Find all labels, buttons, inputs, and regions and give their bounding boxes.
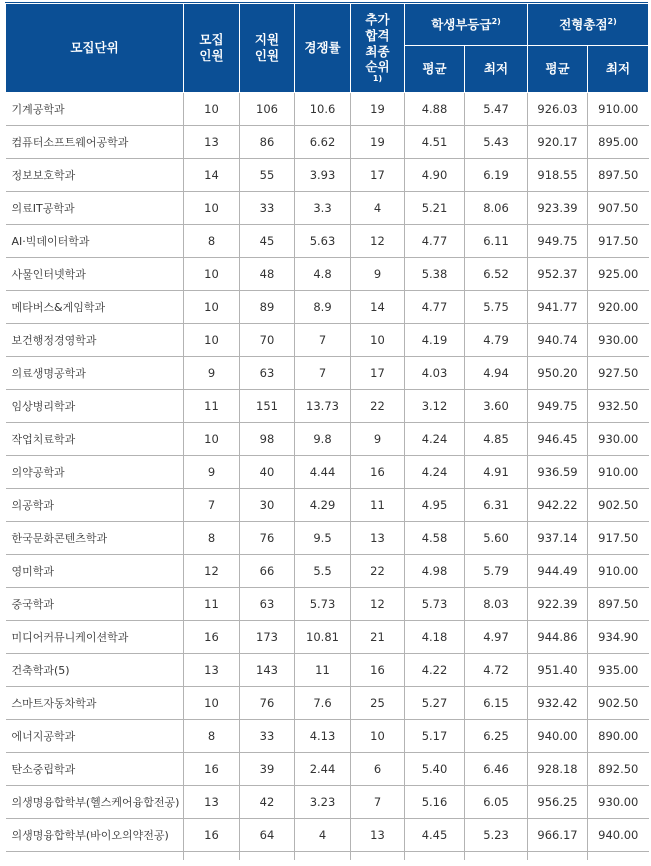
cell-rank: 14: [351, 291, 405, 324]
cell-unit: 의공학과: [6, 489, 184, 522]
cell-unit: 탄소중립학과: [6, 753, 184, 786]
cell-unit: 컴퓨터소프트웨어공학과: [6, 126, 184, 159]
cell-rank: 16: [351, 456, 405, 489]
cell-grade-avg: 5.27: [405, 687, 465, 720]
cell-applicants: 98: [240, 423, 295, 456]
cell-ratio: 3.23: [295, 786, 351, 819]
cell-quota: 12: [184, 555, 240, 588]
cell-grade-min: 4.79: [465, 324, 528, 357]
cell-total-avg: 918.55: [528, 159, 588, 192]
table-row: [6, 720, 649, 753]
cell-total-avg: 928.18: [528, 753, 588, 786]
cell-ratio: 5.5: [295, 555, 351, 588]
cell-quota: 10: [184, 192, 240, 225]
cell-total-min: 902.50: [588, 489, 649, 522]
cell-grade-min: 6.31: [465, 489, 528, 522]
cell-grade-min: 5.43: [465, 126, 528, 159]
cell-applicants: 42: [240, 786, 295, 819]
cell-total-min: 927.50: [588, 357, 649, 390]
cell-rank: 7: [351, 786, 405, 819]
cell-total-min: 934.90: [588, 621, 649, 654]
header-rank-line2: 합격: [365, 27, 390, 43]
cell-total-avg: 926.03: [528, 93, 588, 126]
table-row: [6, 258, 649, 291]
cell-grade-min: 6.15: [465, 687, 528, 720]
header-quota-line2: 인원: [199, 48, 224, 63]
cell-ratio: 4.44: [295, 456, 351, 489]
cell-total-min: 925.00: [588, 258, 649, 291]
cell-ratio: 10.6: [295, 93, 351, 126]
header-rank-line1: 추가: [365, 12, 390, 28]
cell-unit: 한국문화콘텐츠학과: [6, 522, 184, 555]
cell-quota: 8: [184, 522, 240, 555]
cell-grade-min: 6.46: [465, 753, 528, 786]
cell-unit: 의생명융합학부(헬스케어융합전공): [6, 786, 184, 819]
cell-quota: 9: [184, 456, 240, 489]
cell-total-min: 920.00: [588, 291, 649, 324]
cell-total-avg: 937.14: [528, 522, 588, 555]
header-applicants-line2: 인원: [254, 48, 280, 63]
table-row: [6, 126, 649, 159]
cell-total-min: 917.50: [588, 225, 649, 258]
cell-total-avg: 946.45: [528, 423, 588, 456]
cell-grade-min: 3.60: [465, 390, 528, 423]
cell-unit: 미디어커뮤니케이션학과: [6, 621, 184, 654]
cell-unit: 의료IT공학과: [6, 192, 184, 225]
cell-grade-min: 4.91: [465, 456, 528, 489]
table-row: [6, 819, 649, 852]
cell-total-avg: 941.77: [528, 291, 588, 324]
header-rank-note: 1): [372, 73, 383, 83]
cell-unit: 의약공학과: [6, 456, 184, 489]
cell-applicants: 151: [240, 390, 295, 423]
header-rank-line3: 최종: [365, 43, 390, 59]
cell-unit: 메타버스&게임학과: [6, 291, 184, 324]
table-row: [6, 192, 649, 225]
cell-grade-avg: 4.03: [405, 357, 465, 390]
cell-quota: 10: [184, 291, 240, 324]
cell-applicants: 76: [240, 687, 295, 720]
cell-ratio: 9.5: [295, 522, 351, 555]
cell-rank: 25: [351, 687, 405, 720]
cell-applicants: 89: [240, 291, 295, 324]
cell-total-min: 907.50: [588, 192, 649, 225]
cell-grade-avg: 5.38: [405, 258, 465, 291]
cell-applicants: 55: [240, 159, 295, 192]
table-row: [6, 555, 649, 588]
cell-quota: 7: [184, 489, 240, 522]
table-row: [6, 456, 649, 489]
cell-total-avg: 952.37: [528, 258, 588, 291]
cell-applicants: 48: [240, 258, 295, 291]
cell-unit: 보건행정경영학과: [6, 324, 184, 357]
cell-ratio: 6.62: [295, 126, 351, 159]
table-row: [6, 522, 649, 555]
cell-applicants: 106: [240, 93, 295, 126]
cell-quota: 13: [184, 126, 240, 159]
cell-grade-avg: 4.58: [405, 522, 465, 555]
cell-applicants: 70: [240, 324, 295, 357]
cell-ratio: 4.13: [295, 720, 351, 753]
cell-applicants: 40: [240, 456, 295, 489]
header-quota-line1: 모집: [199, 32, 224, 48]
cell-rank: 17: [351, 357, 405, 390]
header-applicants-line1: 지원: [254, 32, 280, 48]
cell-total-min: 897.50: [588, 159, 649, 192]
cell-grade-avg: 4.77: [405, 225, 465, 258]
cell-empty: [6, 852, 184, 861]
table-row: [6, 390, 649, 423]
cell-grade-avg: 4.19: [405, 324, 465, 357]
cell-total-min: 930.00: [588, 324, 649, 357]
cell-applicants: 39: [240, 753, 295, 786]
cell-empty: [351, 852, 405, 861]
table-row-cutoff: [6, 852, 649, 861]
cell-empty: [240, 852, 295, 861]
cell-total-min: 940.00: [588, 819, 649, 852]
header-rank-line4: 순위: [365, 59, 390, 75]
cell-grade-min: 4.97: [465, 621, 528, 654]
header-total-label: 전형총점: [559, 16, 608, 32]
header-grade-note: 2): [491, 16, 501, 26]
cell-empty: [528, 852, 588, 861]
cell-empty: [588, 852, 649, 861]
cell-total-avg: 923.39: [528, 192, 588, 225]
table-row: [6, 93, 649, 126]
cell-grade-avg: 4.98: [405, 555, 465, 588]
cell-total-min: 897.50: [588, 588, 649, 621]
cell-ratio: 3.93: [295, 159, 351, 192]
cell-grade-avg: 4.77: [405, 291, 465, 324]
table-row: [6, 225, 649, 258]
header-applicants: [240, 4, 295, 93]
cell-quota: 11: [184, 588, 240, 621]
cell-grade-avg: 4.88: [405, 93, 465, 126]
cell-rank: 22: [351, 555, 405, 588]
cell-ratio: 13.73: [295, 390, 351, 423]
table-row: [6, 621, 649, 654]
cell-grade-avg: 4.22: [405, 654, 465, 687]
cell-unit: 기계공학과: [6, 93, 184, 126]
cell-grade-min: 6.05: [465, 786, 528, 819]
cell-grade-min: 5.75: [465, 291, 528, 324]
cell-grade-min: 6.19: [465, 159, 528, 192]
cell-applicants: 33: [240, 720, 295, 753]
cell-empty: [405, 852, 465, 861]
cell-ratio: 4.8: [295, 258, 351, 291]
cell-ratio: 11: [295, 654, 351, 687]
cell-rank: 11: [351, 489, 405, 522]
cell-ratio: 7: [295, 357, 351, 390]
table-row: [6, 159, 649, 192]
cell-unit: AI·빅데이터학과: [6, 225, 184, 258]
cell-unit: 임상병리학과: [6, 390, 184, 423]
cell-rank: 19: [351, 126, 405, 159]
cell-ratio: 4: [295, 819, 351, 852]
cell-total-avg: 940.00: [528, 720, 588, 753]
header-total-avg: 평균: [528, 46, 588, 93]
cell-ratio: 5.63: [295, 225, 351, 258]
cell-unit: 스마트자동차학과: [6, 687, 184, 720]
cell-applicants: 143: [240, 654, 295, 687]
table-row: [6, 357, 649, 390]
cell-applicants: 66: [240, 555, 295, 588]
cell-grade-avg: 4.45: [405, 819, 465, 852]
cell-total-avg: 950.20: [528, 357, 588, 390]
table-row: [6, 291, 649, 324]
cell-grade-avg: 3.12: [405, 390, 465, 423]
cell-applicants: 76: [240, 522, 295, 555]
cell-ratio: 8.9: [295, 291, 351, 324]
cell-empty: [295, 852, 351, 861]
table-row: [6, 324, 649, 357]
cell-applicants: 63: [240, 357, 295, 390]
cell-quota: 11: [184, 390, 240, 423]
header-ratio: 경쟁률: [295, 4, 351, 93]
cell-total-avg: 966.17: [528, 819, 588, 852]
cell-rank: 13: [351, 522, 405, 555]
header-total: [528, 4, 649, 46]
cell-total-min: 917.50: [588, 522, 649, 555]
cell-rank: 6: [351, 753, 405, 786]
cell-total-min: 935.00: [588, 654, 649, 687]
table-row: [6, 423, 649, 456]
cell-grade-min: 6.25: [465, 720, 528, 753]
cell-rank: 16: [351, 654, 405, 687]
cell-unit: 정보보호학과: [6, 159, 184, 192]
cell-grade-min: 5.79: [465, 555, 528, 588]
cell-applicants: 45: [240, 225, 295, 258]
cell-rank: 9: [351, 258, 405, 291]
cell-unit: 영미학과: [6, 555, 184, 588]
cell-rank: 10: [351, 324, 405, 357]
cell-grade-min: 8.03: [465, 588, 528, 621]
cell-grade-min: 5.47: [465, 93, 528, 126]
cell-applicants: 86: [240, 126, 295, 159]
cell-grade-avg: 5.73: [405, 588, 465, 621]
cell-quota: 14: [184, 159, 240, 192]
table-row: [6, 654, 649, 687]
cell-unit: 사물인터넷학과: [6, 258, 184, 291]
table-row: [6, 489, 649, 522]
cell-total-avg: 932.42: [528, 687, 588, 720]
cell-total-min: 892.50: [588, 753, 649, 786]
cell-grade-min: 5.23: [465, 819, 528, 852]
cell-quota: 8: [184, 225, 240, 258]
cell-applicants: 64: [240, 819, 295, 852]
cell-grade-avg: 4.24: [405, 456, 465, 489]
cell-grade-avg: 5.40: [405, 753, 465, 786]
cell-rank: 17: [351, 159, 405, 192]
cell-total-avg: 944.86: [528, 621, 588, 654]
cell-grade-avg: 5.17: [405, 720, 465, 753]
cell-ratio: 2.44: [295, 753, 351, 786]
cell-rank: 19: [351, 93, 405, 126]
cell-grade-avg: 4.18: [405, 621, 465, 654]
admission-results-table: [5, 3, 649, 860]
header-unit: 모집단위: [6, 4, 184, 93]
cell-grade-avg: 5.16: [405, 786, 465, 819]
cell-applicants: 63: [240, 588, 295, 621]
cell-quota: 10: [184, 324, 240, 357]
cell-grade-avg: 4.90: [405, 159, 465, 192]
cell-quota: 10: [184, 93, 240, 126]
cell-quota: 10: [184, 423, 240, 456]
cell-unit: 중국학과: [6, 588, 184, 621]
header-grade-label: 학생부등급: [431, 16, 492, 32]
cell-total-min: 895.00: [588, 126, 649, 159]
cell-grade-min: 6.52: [465, 258, 528, 291]
header-total-note: 2): [607, 16, 617, 26]
cell-total-min: 930.00: [588, 786, 649, 819]
cell-quota: 9: [184, 357, 240, 390]
cell-applicants: 173: [240, 621, 295, 654]
cell-quota: 13: [184, 654, 240, 687]
table-row: [6, 588, 649, 621]
cell-quota: 8: [184, 720, 240, 753]
cell-total-min: 890.00: [588, 720, 649, 753]
cell-unit: 의료생명공학과: [6, 357, 184, 390]
cell-unit: 건축학과(5): [6, 654, 184, 687]
cell-grade-min: 4.94: [465, 357, 528, 390]
cell-rank: 21: [351, 621, 405, 654]
table-row: [6, 786, 649, 819]
cell-total-min: 932.50: [588, 390, 649, 423]
cell-total-min: 910.00: [588, 456, 649, 489]
header-quota: [184, 4, 240, 93]
cell-rank: 4: [351, 192, 405, 225]
cell-total-min: 902.50: [588, 687, 649, 720]
header-row-1: [6, 4, 649, 46]
cell-rank: 12: [351, 225, 405, 258]
cell-ratio: 10.81: [295, 621, 351, 654]
cell-rank: 13: [351, 819, 405, 852]
cell-quota: 16: [184, 621, 240, 654]
header-rank: [351, 4, 405, 93]
cell-rank: 12: [351, 588, 405, 621]
cell-total-avg: 951.40: [528, 654, 588, 687]
cell-grade-avg: 4.95: [405, 489, 465, 522]
cell-total-avg: 949.75: [528, 225, 588, 258]
cell-ratio: 4.29: [295, 489, 351, 522]
table-row: [6, 753, 649, 786]
header-grade-min: 최저: [465, 46, 528, 93]
header-total-min: 최저: [588, 46, 649, 93]
cell-ratio: 9.8: [295, 423, 351, 456]
table-row: [6, 687, 649, 720]
cell-total-min: 930.00: [588, 423, 649, 456]
cell-empty: [465, 852, 528, 861]
cell-total-avg: 940.74: [528, 324, 588, 357]
cell-grade-min: 4.72: [465, 654, 528, 687]
cell-rank: 22: [351, 390, 405, 423]
cell-unit: 작업치료학과: [6, 423, 184, 456]
cell-unit: 의생명융합학부(바이오의약전공): [6, 819, 184, 852]
cell-quota: 10: [184, 258, 240, 291]
cell-grade-avg: 5.21: [405, 192, 465, 225]
cell-total-avg: 949.75: [528, 390, 588, 423]
cell-total-avg: 920.17: [528, 126, 588, 159]
cell-ratio: 5.73: [295, 588, 351, 621]
cell-total-avg: 944.49: [528, 555, 588, 588]
cell-total-avg: 936.59: [528, 456, 588, 489]
cell-grade-avg: 4.24: [405, 423, 465, 456]
cell-grade-min: 6.11: [465, 225, 528, 258]
cell-applicants: 30: [240, 489, 295, 522]
cell-total-avg: 922.39: [528, 588, 588, 621]
cell-ratio: 7.6: [295, 687, 351, 720]
cell-ratio: 3.3: [295, 192, 351, 225]
cell-total-min: 910.00: [588, 93, 649, 126]
cell-empty: [184, 852, 240, 861]
cell-total-min: 910.00: [588, 555, 649, 588]
cell-grade-min: 4.85: [465, 423, 528, 456]
cell-grade-min: 8.06: [465, 192, 528, 225]
cell-total-avg: 956.25: [528, 786, 588, 819]
cell-quota: 10: [184, 687, 240, 720]
cell-quota: 13: [184, 786, 240, 819]
cell-grade-min: 5.60: [465, 522, 528, 555]
cell-ratio: 7: [295, 324, 351, 357]
cell-quota: 16: [184, 753, 240, 786]
header-grade: [405, 4, 528, 46]
cell-total-avg: 942.22: [528, 489, 588, 522]
cell-rank: 9: [351, 423, 405, 456]
cell-applicants: 33: [240, 192, 295, 225]
cell-rank: 10: [351, 720, 405, 753]
cell-grade-avg: 4.51: [405, 126, 465, 159]
cell-quota: 16: [184, 819, 240, 852]
cell-unit: 에너지공학과: [6, 720, 184, 753]
header-grade-avg: 평균: [405, 46, 465, 93]
